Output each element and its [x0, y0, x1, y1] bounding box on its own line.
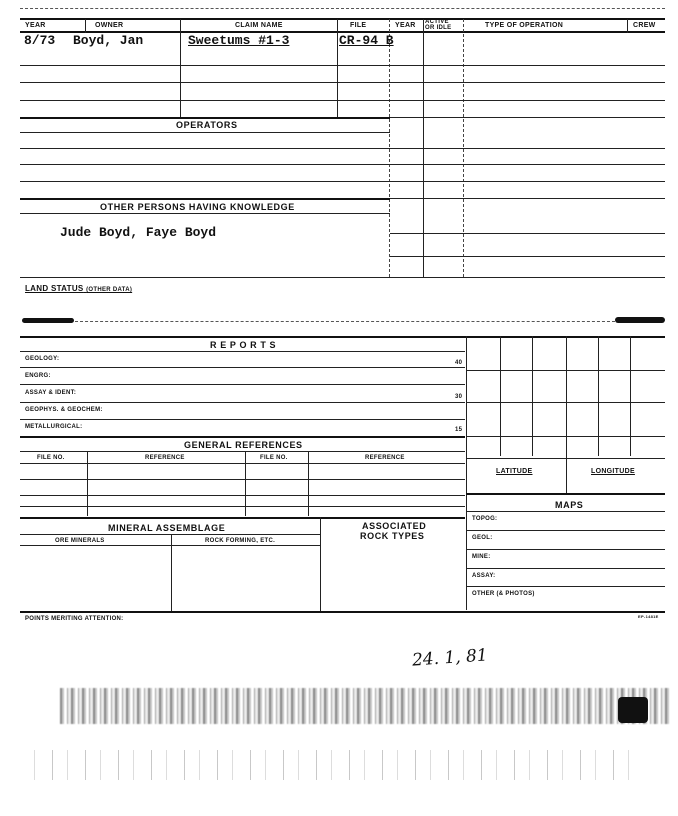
- reports-title: R E P O R T S: [210, 340, 277, 350]
- report-engrg: ENGRG:: [25, 373, 51, 379]
- map-other: OTHER (& PHOTOS): [472, 591, 535, 597]
- entry-file: CR-94 B: [339, 33, 394, 48]
- entry-date: 8/73: [24, 33, 56, 48]
- ref-reference: REFERENCE: [145, 455, 185, 461]
- report-metallurgical-num: 15: [455, 427, 463, 433]
- report-assay: ASSAY & IDENT:: [25, 390, 77, 396]
- rock-forming-label: ROCK FORMING, ETC.: [205, 538, 276, 544]
- header-type-of-operation: TYPE OF OPERATION: [485, 22, 564, 29]
- header-crew: CREW: [633, 22, 656, 29]
- report-geophys: GEOPHYS. & GEOCHEM:: [25, 407, 103, 413]
- rock-types-label: ROCK TYPES: [360, 531, 425, 541]
- report-assay-num: 30: [455, 394, 463, 400]
- header-owner: OWNER: [95, 22, 124, 29]
- scan-noise: [60, 688, 670, 724]
- entry-owner: Boyd, Jan: [73, 33, 144, 48]
- scan-noise-2: [20, 750, 640, 780]
- land-status-label: LAND STATUS (OTHER DATA): [25, 284, 133, 293]
- longitude-label: LONGITUDE: [591, 468, 635, 475]
- header-year-2: YEAR: [395, 22, 416, 29]
- map-mine: MINE:: [472, 554, 491, 560]
- header-year: YEAR: [25, 22, 46, 29]
- report-geology: GEOLOGY:: [25, 356, 60, 362]
- latitude-label: LATITUDE: [496, 468, 533, 475]
- form-code: EP-1481E: [638, 614, 659, 619]
- entry-claim: Sweetums #1-3: [188, 33, 290, 48]
- map-assay: ASSAY:: [472, 573, 496, 579]
- header-claim-name: CLAIM NAME: [235, 22, 283, 29]
- ref-file-no-2: FILE NO.: [260, 455, 288, 461]
- operators-label: OPERATORS: [176, 120, 238, 130]
- ref-reference-2: REFERENCE: [365, 455, 405, 461]
- report-geology-num: 40: [455, 360, 463, 366]
- other-persons-value: Jude Boyd, Faye Boyd: [60, 225, 217, 240]
- handwritten-date: 24. 1, 81: [411, 645, 489, 671]
- ore-minerals-label: ORE MINERALS: [55, 538, 105, 544]
- map-topog: TOPOG:: [472, 516, 498, 522]
- report-metallurgical: METALLURGICAL:: [25, 424, 83, 430]
- other-persons-label: OTHER PERSONS HAVING KNOWLEDGE: [100, 202, 295, 212]
- header-active-or-idle: ACTIVE OR IDLE: [425, 19, 452, 31]
- mineral-assemblage-title: MINERAL ASSEMBLAGE: [108, 523, 226, 533]
- associated-label: ASSOCIATED: [362, 521, 427, 531]
- points-meriting-attention-label: POINTS MERITING ATTENTION:: [25, 616, 124, 622]
- maps-title: MAPS: [555, 500, 584, 510]
- general-references-title: GENERAL REFERENCES: [184, 440, 303, 450]
- map-geol: GEOL:: [472, 535, 493, 541]
- ref-file-no: FILE NO.: [37, 455, 65, 461]
- header-file: FILE: [350, 22, 367, 29]
